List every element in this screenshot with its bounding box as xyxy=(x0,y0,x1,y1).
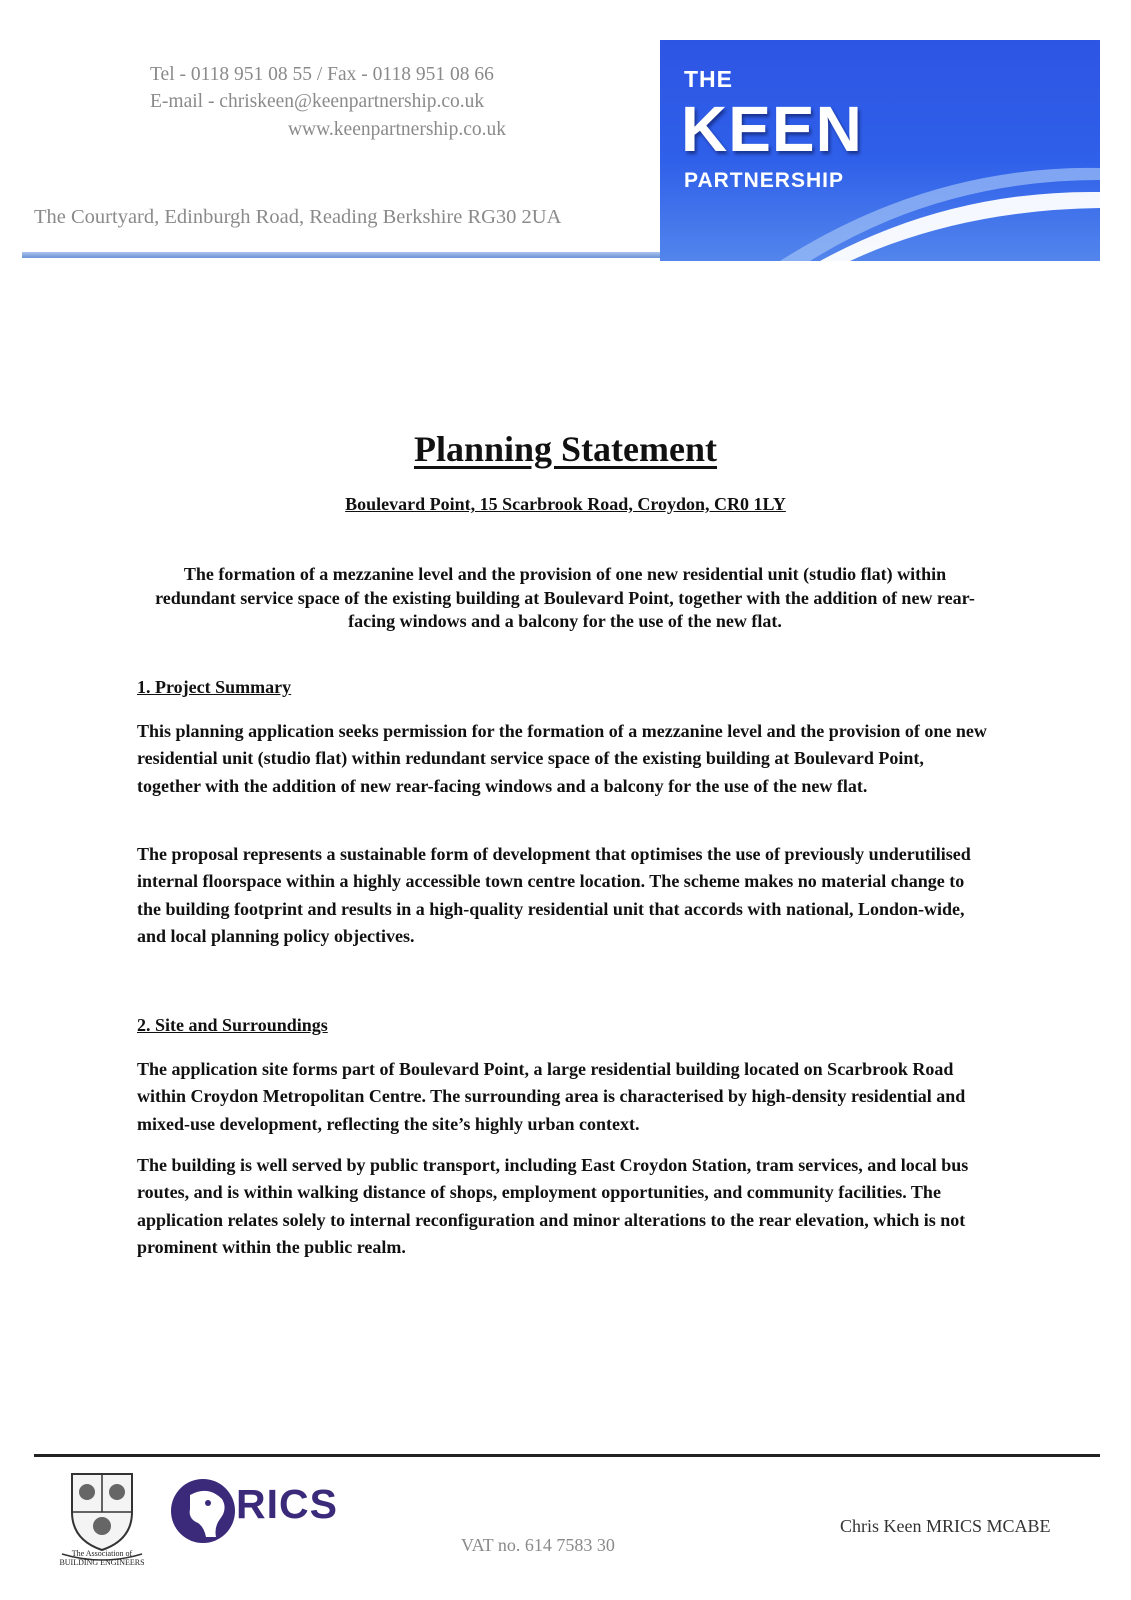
vat-number: VAT no. 614 7583 30 xyxy=(461,1535,615,1555)
paragraph: The application site forms part of Boulevard Point, a large residential building located on Scarbrook Road within Croydon Metropolitan Centre. The surrounding area is characterised by high-density residential and mixed-use development, reflecting the site’s highly urban context. xyxy=(137,1059,966,1134)
footer-divider xyxy=(34,1454,1100,1457)
signatory: Chris Keen MRICS MCABE xyxy=(840,1516,1051,1536)
section-heading-project-summary: 1. Project Summary xyxy=(137,677,292,697)
rics-lion-icon xyxy=(168,1475,238,1547)
site-address: Boulevard Point, 15 Scarbrook Road, Croydon, CR0 1LY xyxy=(345,494,786,514)
proposal-description: The formation of a mezzanine level and the provision of one new residential unit (studio flat) within redundant service space of the existing building at Boulevard Point, together with the addition of new rear-facing windows and a balcony for the use of the new flat. xyxy=(155,564,975,631)
header-divider xyxy=(22,252,662,258)
paragraph: The proposal represents a sustainable form of development that optimises the use of previously underutilised internal floorspace within a highly accessible town centre location. The scheme makes no material change to the building footprint and results in a high-quality residential unit that accords with national, London-wide, and local planning policy objectives. xyxy=(137,844,971,946)
phone-fax: Tel - 0118 951 08 55 / Fax - 0118 951 08 66 xyxy=(150,64,494,85)
email: E-mail - chriskeen@keenpartnership.co.uk xyxy=(150,91,485,112)
abe-caption-line1: The Association of xyxy=(71,1549,133,1558)
brand-the: THE xyxy=(684,66,733,92)
rics-wordmark: RICS xyxy=(236,1481,338,1527)
paragraph: This planning application seeks permission for the formation of a mezzanine level and the provision of one new residential unit (studio flat) within redundant service space of the existing building at Boulevard Point, together with the addition of new rear-facing windows and a balcony for the use of the new flat. xyxy=(137,721,987,796)
keen-partnership-logo xyxy=(660,40,1100,261)
brand-keen: KEEN xyxy=(681,93,863,165)
section-heading-site-and-surroundings: 2. Site and Surroundings xyxy=(137,1015,328,1035)
website: www.keenpartnership.co.uk xyxy=(287,119,506,140)
brand-partnership: PARTNERSHIP xyxy=(684,169,844,192)
abe-caption-line2: BUILDING ENGINEERS xyxy=(59,1558,145,1567)
office-address: The Courtyard, Edinburgh Road, Reading Berkshire RG30 2UA xyxy=(34,206,562,228)
page-title: Planning Statement xyxy=(413,429,717,469)
letterhead-contact xyxy=(0,0,660,262)
paragraph: The building is well served by public transport, including East Croydon Station, tram services, and local bus routes, and is within walking distance of shops, employment opportunities, and community facilities. The application relates solely to internal reconfiguration and minor alterations to the rear elevation, which is not prominent within the public realm. xyxy=(137,1155,969,1257)
